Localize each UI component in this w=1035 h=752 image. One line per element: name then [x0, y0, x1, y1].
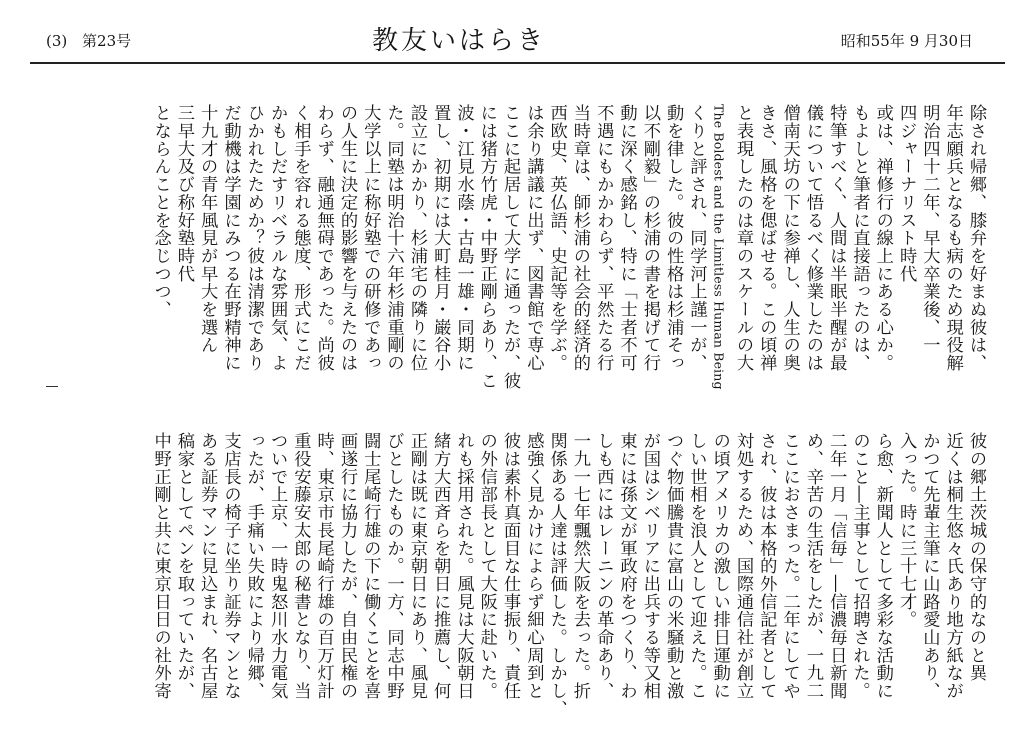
text-line: 以不剛毅」の杉浦の書を掲げて行: [639, 104, 660, 372]
text-line: の頃アメリカの激しい排日運動に: [709, 432, 730, 700]
page-header-left: [46, 30, 131, 52]
text-line: 中野正剛と共に東京日日の社外寄: [150, 432, 171, 700]
text-line: のこと―主事として招聘された。: [849, 432, 870, 700]
text-line: とならんことを念じつつ、: [150, 104, 171, 319]
text-line: 明治四十二年、早大卒業後、一: [919, 104, 940, 354]
text-line: の外信部長として大阪に赴いた。: [476, 432, 497, 700]
text-line: 僧南天坊の下に参禅し、人生の奥: [779, 104, 800, 372]
text-line: ここに起居して大学に通ったが、彼: [500, 104, 521, 390]
text-line: 四ジャーナリスト時代: [896, 104, 917, 283]
text-line: わらず、融通無碍であった。尚彼: [313, 104, 334, 372]
text-line: 十九才の青年風見が早大を選ん: [197, 104, 218, 354]
text-line: ら愈、新聞人として多彩な活動に: [872, 432, 893, 700]
text-line: だ動機は学園にみつる在野精神に: [220, 104, 241, 372]
text-line: が国はシベリアに出兵する等又相: [639, 432, 660, 700]
text-line: ある証券マンに見込まれ、名古屋: [197, 432, 218, 700]
text-line: た。同塾は明治十六年杉浦重剛の: [383, 104, 404, 372]
text-line: びとしたものか。一方、同志中野: [383, 432, 404, 700]
text-line: 感強く見かけによらず細心周到と: [523, 432, 544, 700]
text-line: 稿家としてペンを取っていたが、: [173, 432, 194, 700]
text-line: 彼は素朴真面目な仕事振り、責任: [500, 432, 521, 700]
text-line: 彼の郷土茨城の保守的なのと異: [966, 432, 986, 682]
text-line: もよしと筆者に直接語ったのは、: [849, 104, 870, 372]
text-line: しい世相を浪人として迎えた。こ: [686, 432, 707, 700]
text-line: と表現したのは章のスケールの大: [733, 104, 754, 372]
upper-text-block: [55, 104, 987, 416]
text-line: ひかれたためか？彼は清潔であり: [243, 104, 264, 372]
text-line: The Boldest and the Limitless Human Being: [711, 104, 727, 390]
text-line: ここにおさまった。二年にしてや: [779, 432, 800, 700]
text-line: きさ、風格を偲ばせる。この頃禅: [756, 104, 777, 372]
text-line: かもしだすリベラルな雰囲気、よ: [267, 104, 288, 372]
text-line: 除され帰郷、膝弁を好まぬ彼は、: [966, 104, 986, 372]
issue-number: 第23号: [82, 32, 132, 50]
text-line: には猪方竹虎・中野正剛らあり、こ: [476, 104, 497, 390]
text-line: 波・江見水蔭・古島一雄・同期に: [453, 104, 474, 372]
text-line: ついで上京、一時鬼怒川水力電気: [267, 432, 288, 700]
text-line: ったが、手痛い失敗により帰郷、: [243, 432, 264, 700]
text-line: 画遂行に協力したが、自由民権の: [336, 432, 357, 700]
text-line: 対処するため、国際通信社が創立: [733, 432, 754, 700]
text-line: 関係ある人達は評価した。しかし、: [546, 432, 567, 718]
text-line: 動に深く感銘し、特に「士者不可: [616, 104, 637, 372]
text-line: め、辛苦の生活をしたが、一九二: [802, 432, 823, 700]
text-line: かつて先輩主筆に山路愛山あり、: [919, 432, 940, 700]
text-line: 闘士尾崎行雄の下に働くことを喜: [360, 432, 381, 700]
text-line: つぐ物価騰貴に富山の米騒動と激: [663, 432, 684, 700]
text-line: 西欧史、英仏語、史記等を学ぶ。: [546, 104, 567, 372]
lower-text-block: [55, 432, 987, 722]
text-line: 儀について悟るべく修業したのは: [802, 104, 823, 372]
text-line: 特筆すべく、人間は半眠半醒が最: [826, 104, 847, 372]
text-line: 置し、初期には大町桂月・巌谷小: [430, 104, 451, 372]
text-line: 支店長の椅子に坐り証券マンとな: [220, 432, 241, 700]
issue-date: 昭和55年 9 月30日: [840, 32, 973, 50]
text-line: 入った。時に三十七才。: [896, 432, 917, 629]
text-line: 設立にかかり、杉浦宅の隣りに位: [406, 104, 427, 372]
text-line: 近くは桐生悠々氏あり地方紙なが: [942, 432, 963, 700]
text-line: 緒方大西斉らを朝日に推薦し、何: [430, 432, 451, 700]
page-number: (3): [46, 32, 68, 50]
text-line: 重役安藤安太郎の秘書となり、当: [290, 432, 311, 700]
header-rule: [30, 62, 1005, 64]
text-line: 時、東京市長尾崎行雄の百万灯計: [313, 432, 334, 700]
text-line: 三早大及び称好塾時代: [173, 104, 194, 283]
text-line: くりと評され、同学河上謹一が、: [686, 104, 707, 372]
text-line: く相手を容れる態度、形式にこだ: [290, 104, 311, 372]
text-line: は余り講議に出ず、図書館で専心: [523, 104, 544, 372]
text-line: 正剛は既に東京朝日にあり、風見: [406, 432, 427, 700]
text-line: 二年一月「信毎」―信濃毎日新聞: [826, 432, 847, 700]
text-line: 当時章は、師杉浦の社会的経済的: [569, 104, 590, 372]
text-line: 動を律した。彼の性格は杉浦そっ: [663, 104, 684, 372]
newspaper-title: 教友いはらき: [372, 26, 547, 56]
text-line: 或は、禅修行の線上にある心か。: [872, 104, 893, 372]
text-line: され、彼は本格的外信記者として: [756, 432, 777, 700]
text-line: 大学以上に称好塾での研修であっ: [360, 104, 381, 372]
text-line: れも採用された。風見は大阪朝日: [453, 432, 474, 700]
text-line: 不遇にもかかわらず、平然たる行: [593, 104, 614, 372]
text-line: 年志願兵となるも病のため現役解: [942, 104, 963, 372]
text-line: しも西にはレーニンの革命あり、: [593, 432, 614, 700]
text-line: 東には孫文が軍政府をつくり、わ: [616, 432, 637, 700]
text-line: の人生に決定的影響を与えたのは: [336, 104, 357, 372]
text-line: 一九一七年飄然大阪を去った。折: [569, 432, 590, 700]
continuation-mark: [46, 386, 58, 387]
